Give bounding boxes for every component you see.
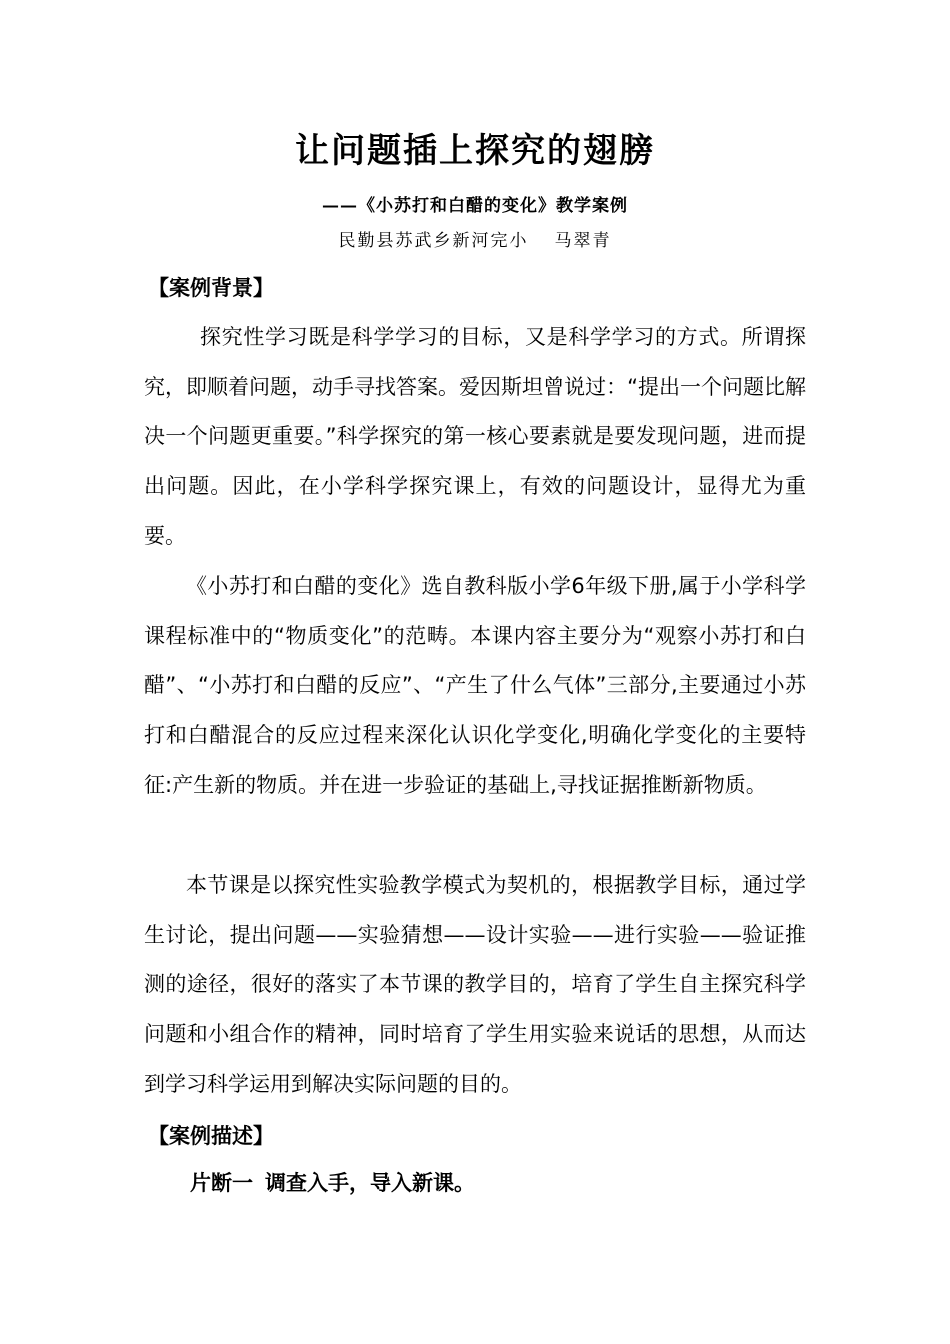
document-subtitle: ——《小苏打和白醋的变化》教学案例 [322,196,628,216]
paragraph-3: 本节课是以探究性实验教学模式为契机的，根据教学目标，通过学生讨论，提出问题——实验猜想——设计实验——进行实验——验证推测的途径，很好的落实了本节课的教学目的，培育了学生自主探究科学问题和小组合作的精神，同时培育了学生用实验来说话的思想，从而达到学习科学运用到解决实际问题的目的。 [144,873,806,1096]
author-line [0,227,950,255]
fragment-heading [190,1168,475,1198]
author-school: 民勤县苏武乡新河完小 [338,231,529,251]
document-title: 让问题插上探究的翅膀 [295,131,655,171]
section-heading-background: 【案例背景】 [148,276,274,300]
section-heading-description: 【案例描述】 [148,1124,274,1148]
fragment-title: 调查入手，导入新课。 [265,1171,475,1195]
paragraph-1: 探究性学习既是科学学习的目标，又是科学学习的方式。所谓探究，即顺着问题，动手寻找答案。爱因斯坦曾说过：“提出一个问题比解决一个问题更重要。”科学探究的第一核心要素就是要发现问题，进而提出问题。因此，在小学科学探究课上，有效的问题设计，显得尤为重要。 [144,325,806,548]
paragraph-2: 《小苏打和白醋的变化》选自教科版小学6年级下册,属于小学科学课程标准中的“物质变化”的范畴。本课内容主要分为“观察小苏打和白醋”、“小苏打和白醋的反应”、“产生了什么气体”三部分,主要通过小苏打和白醋混合的反应过程来深化认识化学变化,明确化学变化的主要特征:产生新的物质。并在进一步验证的基础上,寻找证据推断新物质。 [144,574,806,797]
author-name: 马翠青 [554,231,612,251]
fragment-label: 片断一 [190,1171,253,1195]
